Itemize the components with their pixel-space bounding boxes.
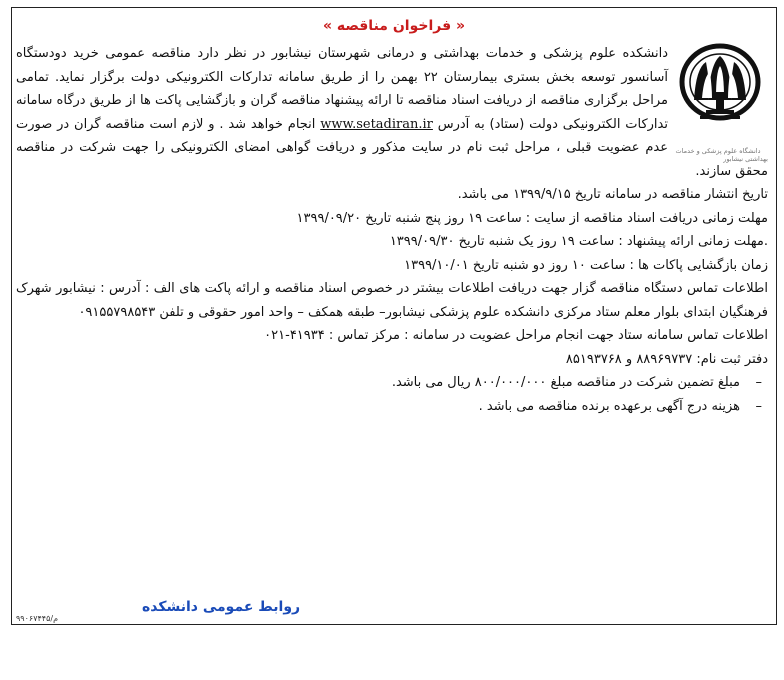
opening-date: زمان بازگشایی پاکات ها : ساعت ۱۰ روز دو شنبه تاریخ ۱۳۹۹/۱۰/۰۱ (404, 257, 768, 273)
notice-title: « فراخوان مناقصه » (322, 18, 466, 34)
notes-list (16, 371, 768, 418)
contact-paragraph: اطلاعات تماس دستگاه مناقصه گزار جهت دریافت اطلاعات بیشتر در خصوص اسناد مناقصه و ارائه پاکت های الف : آدرس : نیشابور شهرک فرهنگیان ابتدای بلوار معلم ستاد مرکزی دانشکده علوم پزشکی نیشابور– طبقه همکف – واحد امور حقوقی و تلفن ۰۹۱۵۵۷۹۸۵۴۳ (16, 281, 768, 320)
setad-contact: اطلاعات تماس سامانه ستاد جهت انجام مراحل عضویت در سامانه : مرکز تماس : ۴۱۹۳۴-۰۲۱ (264, 328, 768, 343)
logo-caption: دانشگاه علوم پزشکی و خدمات بهداشتی نیشابور (675, 146, 768, 163)
bullet-dash: – (755, 375, 762, 390)
list-item (16, 395, 768, 419)
intro-text: دانشکده علوم پزشکی و خدمات بهداشتی و درمانی شهرستان نیشابور در نظر دارد مناقصه عمومی خرید دودستگاه آسانسور توسعه بخش بستری بیمارستان ۲۲ بهمن را از طریق سامانه تدارکات الکترونیکی دولت برگزار نماید. تمامی مراحل برگزاری مناقصه از دریافت اسناد مناقصه تا ارائه پیشنهاد مناقصه گران و بازگشایی پاکت ها از طریق درگاه سامانه تدارکات الکترونیکی دولت (ستاد) به آدرس (16, 46, 668, 132)
tender-notice (11, 7, 777, 625)
bid-deadline: .مهلت زمانی ارائه پیشنهاد : ساعت ۱۹ روز یک شنبه تاریخ ۱۳۹۹/۰۹/۳۰ (389, 234, 768, 249)
document-deadline: مهلت زمانی دریافت اسناد مناقصه از سایت : ساعت ۱۹ روز پنج شنبه تاریخ ۱۳۹۹/۰۹/۲۰ (296, 210, 768, 226)
bullet-dash: – (755, 398, 762, 414)
ad-cost-note: هزینه درج آگهی برعهده برنده مناقصه می باشد . (478, 398, 740, 414)
notice-body (16, 42, 768, 418)
public-relations-signature: روابط عمومی دانشکده (142, 599, 301, 615)
university-logo (668, 42, 768, 163)
guarantee-amount: مبلغ تضمین شرکت در مناقصه مبلغ ۸۰۰/۰۰۰/۰۰۰ ریال می باشد. (391, 375, 740, 390)
setad-website-link[interactable]: www.setadiran.ir (320, 116, 433, 132)
intro-paragraph (16, 42, 768, 183)
list-item (16, 371, 768, 395)
notice-code: م/۹۹۰۶۷۴۴۵ (16, 614, 59, 623)
university-emblem-icon (672, 42, 768, 138)
publish-date: تاریخ انتشار مناقصه در سامانه تاریخ ۱۳۹۹/۹/۱۵ می باشد. (457, 187, 768, 202)
registry-office: دفتر ثبت نام: ۸۸۹۶۹۷۳۷ و ۸۵۱۹۳۷۶۸ (565, 351, 768, 367)
intro-text-end: انجام خواهد شد . و لازم است مناقصه گران در صورت عدم عضویت قبلی ، مراحل ثبت نام در سایت مذکور و دریافت گواهی امضای الکترونیکی را جهت شرکت در مناقصه محقق سازند. (16, 116, 768, 179)
